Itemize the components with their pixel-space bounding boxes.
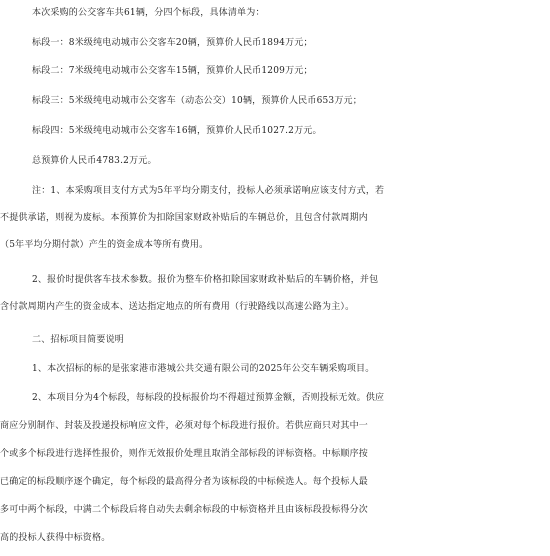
lot-3: 标段三：5米级纯电动城市公交客车（动态公交）10辆，预算价人民币653万元；	[32, 96, 362, 106]
note2-line-1: 2、报价时提供客车技术参数。报价为整车价格扣除国家财政补贴后的车辆价格，并包	[32, 275, 379, 285]
note1-line-3: （5年平均分期付款）产生的资金成本等所有费用。	[0, 240, 209, 250]
item2-line-1: 2、本项目分为4个标段，每标段的投标报价均不得超过预算金额，否则投标无效。供应	[32, 393, 385, 403]
note2-line-2: 含付款周期内产生的资金成本、送达指定地点的所有费用（行驶路线以高速公路为主）。	[0, 302, 355, 312]
lot-4: 标段四：5米级纯电动城市公交客车16辆，预算价人民币1027.2万元。	[32, 126, 322, 136]
note1-line-2: 不提供承诺，则视为废标。本预算价为扣除国家财政补贴后的车辆总价，且包含付款周期内	[0, 213, 369, 223]
section-2-title: 二、招标项目简要说明	[32, 335, 125, 345]
item1-line: 1、本次招标的标的是张家港市港城公共交通有限公司的2025年公交车辆采购项目。	[32, 364, 375, 374]
item2-line-3: 个或多个标段进行选择性报价，则作无效报价处理且取消全部标段的评标资格。中标顺序按	[0, 449, 369, 459]
lot-2: 标段二：7米级纯电动城市公交客车15辆，预算价人民币1209万元；	[32, 66, 313, 76]
lot-1: 标段一：8米级纯电动城市公交客车20辆，预算价人民币1894万元；	[32, 38, 313, 48]
item2-line-6: 高的投标人获得中标资格。	[0, 533, 111, 543]
total-budget: 总预算价人民币4783.2万元。	[32, 156, 157, 166]
item2-line-5: 多可中两个标段，中满二个标段后将自动失去剩余标段的中标资格并且由该标段投标得分次	[0, 505, 369, 515]
item2-line-2: 商应分别制作、封装及投递投标响应文件，必须对每个标段进行报价。若供应商只对其中一	[0, 421, 369, 431]
note1-line-1: 注：1、本采购项目支付方式为5年平均分期支付，投标人必须承诺响应该支付方式，若	[32, 186, 385, 196]
item2-line-4: 已确定的标段顺序逐个确定，每个标段的最高得分者为该标段的中标候选人。每个投标人最	[0, 477, 369, 487]
intro-line: 本次采购的公交客车共61辆，分四个标段，具体清单为：	[32, 8, 265, 18]
